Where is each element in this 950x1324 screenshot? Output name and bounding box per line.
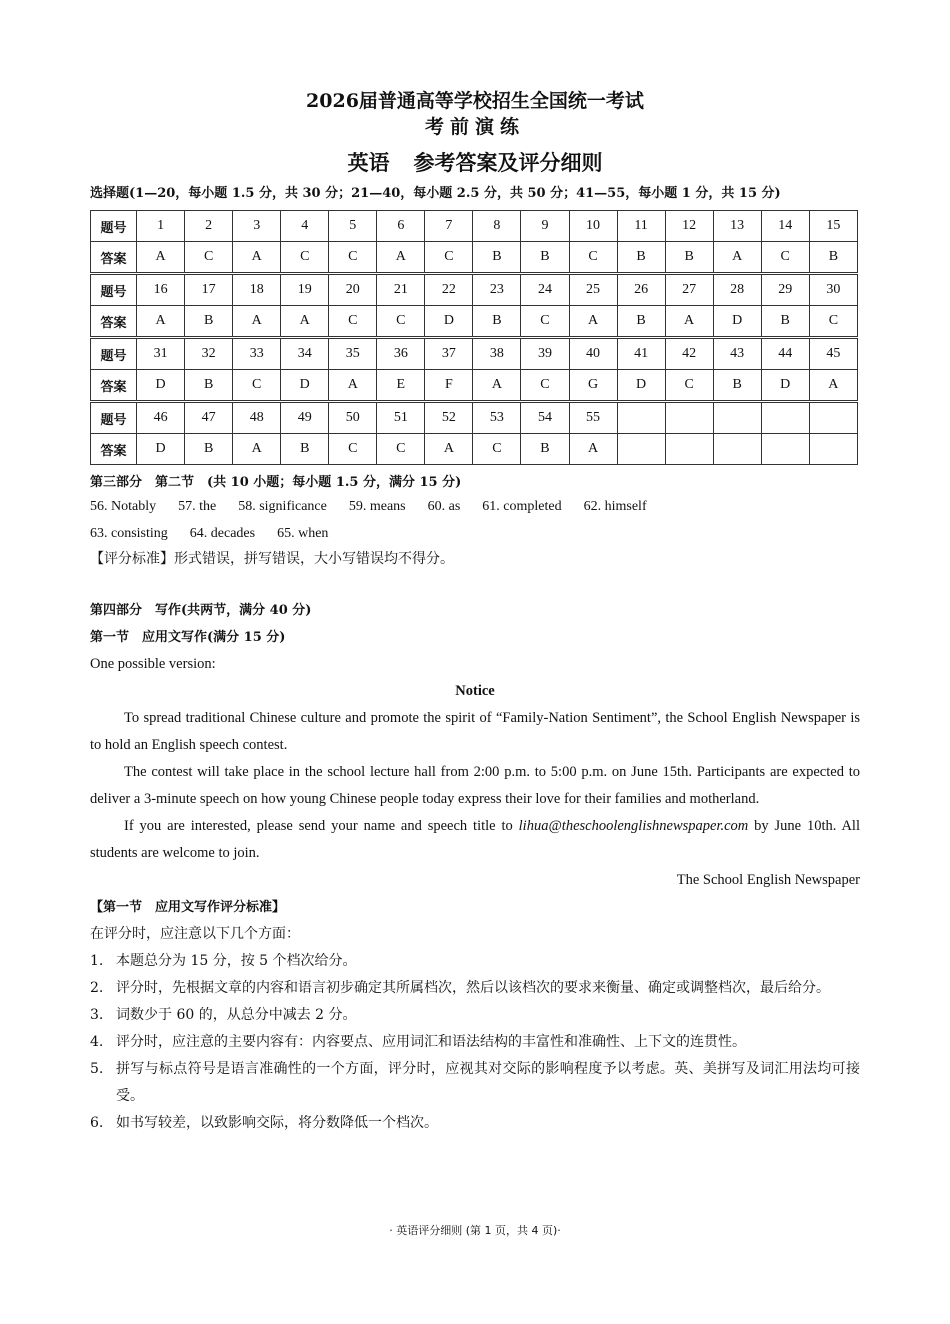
answer-cell: A bbox=[137, 306, 185, 338]
question-number-cell: 9 bbox=[521, 211, 569, 242]
answer-cell: A bbox=[329, 370, 377, 402]
question-number-cell: 48 bbox=[233, 402, 281, 434]
question-number-cell: 30 bbox=[809, 274, 857, 306]
answer-cell: A bbox=[473, 370, 521, 402]
answer-cell: B bbox=[809, 242, 857, 274]
para3-text-after: by June 10th. All students are welcome to join. bbox=[90, 818, 860, 861]
answer-row bbox=[91, 370, 858, 402]
row-label-answer: 答案 bbox=[91, 434, 137, 465]
notice-paragraph-3 bbox=[90, 813, 860, 867]
doc-type-label: 参考答案及评分细则 bbox=[413, 150, 603, 175]
fill-answer: 65. when bbox=[277, 526, 329, 541]
fill-answer: 64. decades bbox=[189, 526, 256, 541]
criteria-item bbox=[90, 1002, 860, 1029]
exam-subtitle: 考前演练 bbox=[424, 116, 525, 138]
answer-cell: C bbox=[233, 370, 281, 402]
answer-cell: C bbox=[521, 306, 569, 338]
answer-cell: A bbox=[377, 242, 425, 274]
question-number-cell: 28 bbox=[713, 274, 761, 306]
answer-cell: C bbox=[473, 434, 521, 465]
question-number-cell: 29 bbox=[761, 274, 809, 306]
fill-answer: 56. Notably bbox=[90, 499, 157, 514]
question-number-cell: 4 bbox=[281, 211, 329, 242]
criteria-item-text: 评分时，应注意的主要内容有：内容要点、应用词汇和语法结构的丰富性和准确性、上下文的连贯性。 bbox=[116, 1034, 746, 1050]
question-number-cell: 52 bbox=[425, 402, 473, 434]
answer-cell: B bbox=[185, 370, 233, 402]
answer-cell: B bbox=[665, 242, 713, 274]
row-label-question: 题号 bbox=[91, 274, 137, 306]
question-number-cell: 31 bbox=[137, 338, 185, 370]
criteria-item-text: 本题总分为 15 分，按 5 个档次给分。 bbox=[116, 953, 357, 969]
question-number-cell bbox=[665, 402, 713, 434]
question-number-cell: 19 bbox=[281, 274, 329, 306]
question-number-row bbox=[91, 338, 858, 370]
question-number-cell: 13 bbox=[713, 211, 761, 242]
fill-answer: 63. consisting bbox=[90, 526, 168, 541]
question-number-cell: 18 bbox=[233, 274, 281, 306]
question-number-cell: 3 bbox=[233, 211, 281, 242]
answer-cell: D bbox=[137, 434, 185, 465]
answer-cell: D bbox=[137, 370, 185, 402]
notice-signature: The School English Newspaper bbox=[676, 872, 860, 888]
question-number-cell: 41 bbox=[617, 338, 665, 370]
question-number-row bbox=[91, 211, 858, 242]
question-number-cell: 46 bbox=[137, 402, 185, 434]
question-number-cell: 8 bbox=[473, 211, 521, 242]
fill-answer: 60. as bbox=[427, 499, 461, 514]
answer-cell: C bbox=[425, 242, 473, 274]
answer-cell: D bbox=[713, 306, 761, 338]
question-number-cell: 54 bbox=[521, 402, 569, 434]
answer-cell: C bbox=[377, 306, 425, 338]
answer-cell: B bbox=[617, 306, 665, 338]
answer-cell: B bbox=[617, 242, 665, 274]
criteria-item-text: 评分时，先根据文章的内容和语言初步确定其所属档次，然后以该档次的要求来衡量、确定或调整档次，最后给分。 bbox=[116, 980, 830, 996]
fill-answer: 58. significance bbox=[238, 499, 327, 514]
question-number-cell: 27 bbox=[665, 274, 713, 306]
answer-cell: A bbox=[425, 434, 473, 465]
answer-cell: A bbox=[137, 242, 185, 274]
answer-cell: F bbox=[425, 370, 473, 402]
answer-cell: C bbox=[377, 434, 425, 465]
para3-text-before: If you are interested, please send your name and speech title to bbox=[124, 818, 519, 834]
answer-cell: A bbox=[713, 242, 761, 274]
question-number-cell: 14 bbox=[761, 211, 809, 242]
answer-cell: B bbox=[473, 306, 521, 338]
question-number-cell bbox=[617, 402, 665, 434]
question-number-cell: 25 bbox=[569, 274, 617, 306]
question-number-cell: 55 bbox=[569, 402, 617, 434]
answer-cell: A bbox=[569, 306, 617, 338]
answer-cell: C bbox=[521, 370, 569, 402]
criteria-item-number: 5. bbox=[90, 1061, 104, 1077]
question-number-cell: 53 bbox=[473, 402, 521, 434]
answer-cell: B bbox=[761, 306, 809, 338]
answer-cell: A bbox=[665, 306, 713, 338]
answer-row bbox=[91, 434, 858, 465]
criteria-item bbox=[90, 1056, 860, 1110]
question-number-cell: 38 bbox=[473, 338, 521, 370]
question-number-cell: 43 bbox=[713, 338, 761, 370]
question-number-cell: 12 bbox=[665, 211, 713, 242]
fill-answer: 62. himself bbox=[583, 499, 647, 514]
answer-cell: C bbox=[329, 306, 377, 338]
answer-cell: C bbox=[665, 370, 713, 402]
criteria-list bbox=[90, 948, 860, 1137]
question-number-cell: 40 bbox=[569, 338, 617, 370]
criteria-item-number: 6. bbox=[90, 1115, 104, 1131]
question-number-row bbox=[91, 274, 858, 306]
question-number-cell: 47 bbox=[185, 402, 233, 434]
question-number-cell: 10 bbox=[569, 211, 617, 242]
document-title bbox=[90, 148, 860, 178]
answer-row bbox=[91, 306, 858, 338]
question-number-cell: 5 bbox=[329, 211, 377, 242]
exam-title: 2026届普通高等学校招生全国统一考试 bbox=[306, 90, 644, 112]
answer-cell bbox=[713, 434, 761, 465]
question-number-cell: 17 bbox=[185, 274, 233, 306]
part4-heading: 第四部分 写作(共两节，满分 40 分) bbox=[90, 603, 312, 618]
answer-cell bbox=[761, 434, 809, 465]
answer-cell: B bbox=[521, 242, 569, 274]
answer-cell: B bbox=[185, 306, 233, 338]
fill-answer: 61. completed bbox=[482, 499, 562, 514]
part3-heading: 第三部分 第二节 (共 10 小题；每小题 1.5 分，满分 15 分) bbox=[90, 475, 462, 490]
question-number-cell: 42 bbox=[665, 338, 713, 370]
notice-paragraph-2: The contest will take place in the school lecture hall from 2:00 p.m. to 5:00 p.m. on June 15th. Participants are expected to deliver a 3-minute speech on how young Chinese people today express their love for their families and motherland. bbox=[90, 764, 860, 807]
answer-cell: B bbox=[473, 242, 521, 274]
question-number-cell: 16 bbox=[137, 274, 185, 306]
answer-cell: D bbox=[617, 370, 665, 402]
question-number-cell bbox=[809, 402, 857, 434]
mcq-heading: 选择题(1—20，每小题 1.5 分，共 30 分；21—40，每小题 2.5 分，共 50 分；41—55，每小题 1 分，共 15 分) bbox=[90, 186, 781, 201]
question-number-cell: 23 bbox=[473, 274, 521, 306]
answer-cell bbox=[617, 434, 665, 465]
criteria-item-number: 1. bbox=[90, 953, 104, 969]
answer-cell: C bbox=[761, 242, 809, 274]
criteria-item-number: 3. bbox=[90, 1007, 104, 1023]
answer-cell: A bbox=[569, 434, 617, 465]
question-number-cell bbox=[713, 402, 761, 434]
answer-cell: E bbox=[377, 370, 425, 402]
answer-cell: G bbox=[569, 370, 617, 402]
row-label-answer: 答案 bbox=[91, 242, 137, 274]
question-number-cell: 7 bbox=[425, 211, 473, 242]
answer-line-1 bbox=[90, 493, 860, 520]
answer-cell: C bbox=[809, 306, 857, 338]
notice-title: Notice bbox=[455, 683, 495, 699]
fill-answer: 57. the bbox=[178, 499, 217, 514]
question-number-cell: 37 bbox=[425, 338, 473, 370]
section1-heading: 第一节 应用文写作(满分 15 分) bbox=[90, 630, 286, 645]
answer-cell: A bbox=[233, 242, 281, 274]
row-label-question: 题号 bbox=[91, 402, 137, 434]
criteria-item bbox=[90, 1029, 860, 1056]
question-number-cell: 11 bbox=[617, 211, 665, 242]
criteria-item-number: 2. bbox=[90, 980, 104, 996]
row-label-question: 题号 bbox=[91, 211, 137, 242]
criteria-item bbox=[90, 975, 860, 1002]
fill-answer: 59. means bbox=[348, 499, 406, 514]
question-number-cell: 45 bbox=[809, 338, 857, 370]
answer-cell: C bbox=[281, 242, 329, 274]
answer-cell: D bbox=[761, 370, 809, 402]
question-number-cell: 26 bbox=[617, 274, 665, 306]
row-label-answer: 答案 bbox=[91, 306, 137, 338]
part3-criteria: 【评分标准】形式错误，拼写错误，大小写错误均不得分。 bbox=[90, 551, 454, 567]
version-intro: One possible version: bbox=[90, 656, 216, 672]
contact-email: lihua@theschoolenglishnewspaper.com bbox=[518, 818, 749, 834]
answer-cell: B bbox=[521, 434, 569, 465]
answer-row bbox=[91, 242, 858, 274]
criteria-item-text: 如书写较差，以致影响交际，将分数降低一个档次。 bbox=[116, 1115, 438, 1131]
criteria-item bbox=[90, 1110, 860, 1137]
criteria-heading: 【第一节 应用文写作评分标准】 bbox=[90, 900, 286, 915]
answer-cell: C bbox=[185, 242, 233, 274]
answer-cell: A bbox=[281, 306, 329, 338]
answer-cell: B bbox=[713, 370, 761, 402]
document-page bbox=[90, 88, 860, 1137]
answer-cell: A bbox=[809, 370, 857, 402]
question-number-row bbox=[91, 402, 858, 434]
question-number-cell: 6 bbox=[377, 211, 425, 242]
criteria-item bbox=[90, 948, 860, 975]
question-number-cell: 35 bbox=[329, 338, 377, 370]
answer-cell bbox=[809, 434, 857, 465]
answer-cell: C bbox=[329, 242, 377, 274]
criteria-item-text: 词数少于 60 的，从总分中减去 2 分。 bbox=[116, 1007, 357, 1023]
question-number-cell: 34 bbox=[281, 338, 329, 370]
answer-cell: C bbox=[569, 242, 617, 274]
question-number-cell: 51 bbox=[377, 402, 425, 434]
notice-paragraph-1: To spread traditional Chinese culture and promote the spirit of “Family-Nation Sentiment”, the School English Newspaper is to hold an English speech contest. bbox=[90, 710, 860, 753]
question-number-cell: 32 bbox=[185, 338, 233, 370]
question-number-cell: 39 bbox=[521, 338, 569, 370]
page-footer: · 英语评分细则 (第 1 页，共 4 页)· bbox=[389, 1224, 561, 1237]
answer-cell: D bbox=[281, 370, 329, 402]
question-number-cell: 21 bbox=[377, 274, 425, 306]
question-number-cell: 33 bbox=[233, 338, 281, 370]
question-number-cell: 22 bbox=[425, 274, 473, 306]
criteria-item-text: 拼写与标点符号是语言准确性的一个方面，评分时，应视其对交际的影响程度予以考虑。英、美拼写及词汇用法均可接受。 bbox=[116, 1061, 860, 1104]
row-label-answer: 答案 bbox=[91, 370, 137, 402]
answer-cell: C bbox=[329, 434, 377, 465]
question-number-cell: 2 bbox=[185, 211, 233, 242]
question-number-cell bbox=[761, 402, 809, 434]
answer-cell: A bbox=[233, 306, 281, 338]
answer-line-2 bbox=[90, 520, 860, 547]
question-number-cell: 49 bbox=[281, 402, 329, 434]
question-number-cell: 15 bbox=[809, 211, 857, 242]
subject-label: 英语 bbox=[347, 150, 390, 175]
question-number-cell: 50 bbox=[329, 402, 377, 434]
question-number-cell: 44 bbox=[761, 338, 809, 370]
question-number-cell: 24 bbox=[521, 274, 569, 306]
answer-table bbox=[90, 210, 858, 465]
answer-cell: D bbox=[425, 306, 473, 338]
criteria-intro: 在评分时，应注意以下几个方面： bbox=[90, 926, 300, 942]
answer-cell: B bbox=[185, 434, 233, 465]
question-number-cell: 20 bbox=[329, 274, 377, 306]
question-number-cell: 36 bbox=[377, 338, 425, 370]
question-number-cell: 1 bbox=[137, 211, 185, 242]
answer-cell: A bbox=[233, 434, 281, 465]
answer-cell: B bbox=[281, 434, 329, 465]
answer-cell bbox=[665, 434, 713, 465]
row-label-question: 题号 bbox=[91, 338, 137, 370]
criteria-item-number: 4. bbox=[90, 1034, 104, 1050]
